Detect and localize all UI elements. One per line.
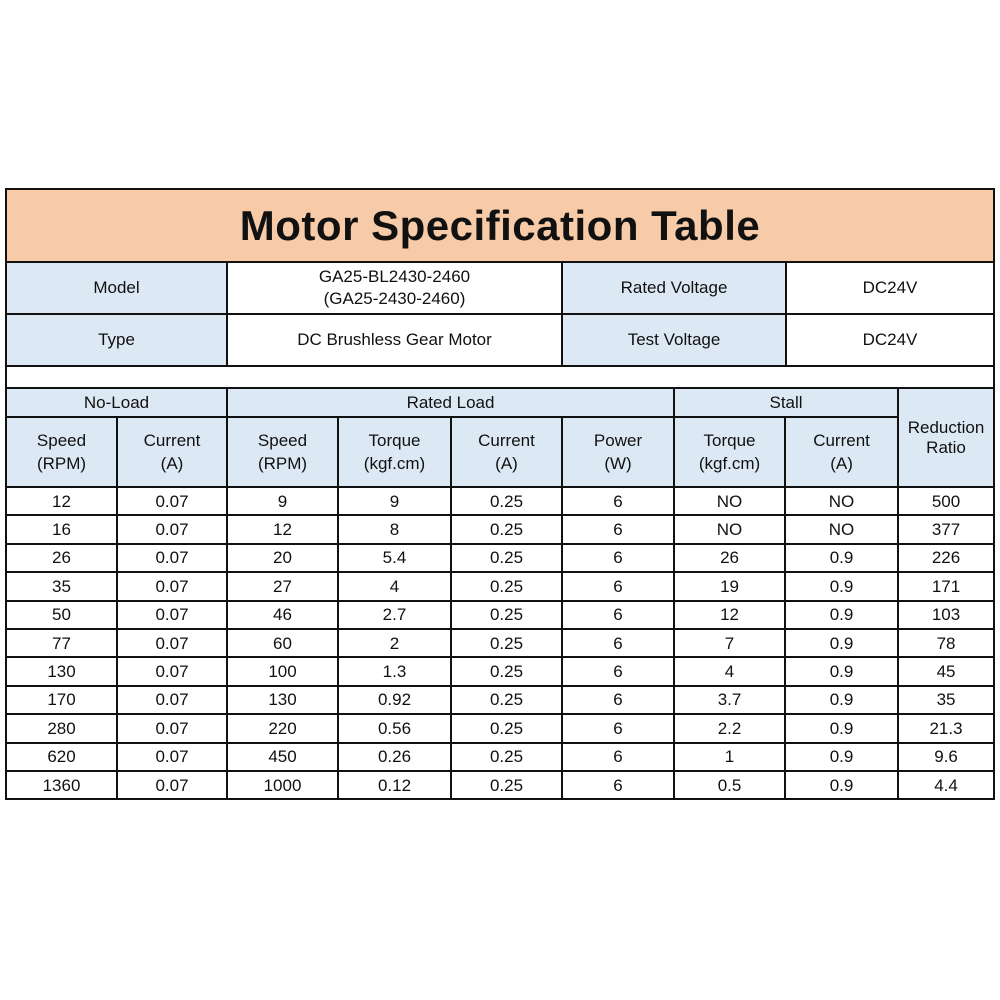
spec-cell: 0.25: [451, 572, 562, 600]
spec-cell: 6: [562, 743, 674, 771]
spec-cell: 100: [227, 657, 338, 685]
column-name: Speed: [36, 431, 87, 450]
table-row: [7, 314, 993, 366]
table-row: [7, 515, 993, 543]
spec-cell: 6: [562, 629, 674, 657]
table-row: [7, 629, 993, 657]
column-header-rated-torque: [338, 417, 451, 487]
motor-spec-document: [5, 188, 995, 800]
column-header-rated-power: [562, 417, 674, 487]
table-row: [7, 487, 993, 515]
spec-cell: 6: [562, 572, 674, 600]
type-label: Type: [7, 314, 227, 366]
column-unit: (kgf.cm): [698, 454, 761, 473]
spec-cell: 20: [227, 544, 338, 572]
spec-cell: 0.9: [785, 657, 898, 685]
spec-cell: 0.92: [338, 686, 451, 714]
spec-cell: 0.07: [117, 515, 227, 543]
spacer-row: [7, 367, 993, 387]
spec-cell: 4: [338, 572, 451, 600]
spec-cell: 1000: [227, 771, 338, 798]
test-voltage-value: DC24V: [786, 314, 993, 366]
spec-cell: 0.9: [785, 686, 898, 714]
spec-cell: 60: [227, 629, 338, 657]
spec-cell: 45: [898, 657, 993, 685]
table-row: [7, 743, 993, 771]
spec-cell: 6: [562, 601, 674, 629]
spec-cell: 0.07: [117, 657, 227, 685]
spec-cell: 1: [674, 743, 785, 771]
spec-cell: 0.07: [117, 572, 227, 600]
spec-cell: 0.25: [451, 629, 562, 657]
spec-cell: 4.4: [898, 771, 993, 798]
spec-cell: 0.9: [785, 714, 898, 742]
spec-cell: 21.3: [898, 714, 993, 742]
column-header-rated-current: [451, 417, 562, 487]
spec-cell: NO: [674, 487, 785, 515]
reduction-ratio-line2: Ratio: [926, 437, 966, 457]
spec-cell: 8: [338, 515, 451, 543]
column-unit: (kgf.cm): [363, 454, 426, 473]
column-name: Speed: [257, 431, 308, 450]
sub-header-row: [7, 417, 993, 487]
column-header-stall-current: [785, 417, 898, 487]
table-row: [7, 572, 993, 600]
rated-voltage-value: DC24V: [786, 263, 993, 314]
column-unit: (RPM): [257, 454, 308, 473]
spec-cell: 35: [898, 686, 993, 714]
spec-cell: 0.25: [451, 487, 562, 515]
table-row: [7, 544, 993, 572]
spec-cell: 7: [674, 629, 785, 657]
spec-cell: 0.07: [117, 544, 227, 572]
spec-cell: 0.07: [117, 487, 227, 515]
spec-cell: 0.9: [785, 629, 898, 657]
spec-cell: 35: [7, 572, 117, 600]
spec-cell: 50: [7, 601, 117, 629]
column-header-stall-torque: [674, 417, 785, 487]
spec-cell: 77: [7, 629, 117, 657]
column-header-rated-speed: [227, 417, 338, 487]
spec-cell: 6: [562, 657, 674, 685]
table-row: [7, 263, 993, 314]
spec-cell: NO: [674, 515, 785, 543]
spec-cell: 450: [227, 743, 338, 771]
spec-cell: 6: [562, 544, 674, 572]
spec-cell: 0.25: [451, 686, 562, 714]
spec-cell: 9: [227, 487, 338, 515]
column-name: Current: [478, 431, 535, 450]
table-row: [7, 657, 993, 685]
spec-cell: 6: [562, 515, 674, 543]
spec-cell: 500: [898, 487, 993, 515]
column-name: Torque: [368, 431, 421, 450]
spec-cell: 12: [7, 487, 117, 515]
spec-cell: 0.25: [451, 657, 562, 685]
model-value: [227, 263, 562, 314]
spec-cell: 0.07: [117, 771, 227, 798]
reduction-ratio-line1: Reduction: [907, 417, 985, 437]
spec-table: [7, 387, 993, 798]
model-value-line2: (GA25-2430-2460): [323, 289, 466, 308]
spec-cell: 0.25: [451, 714, 562, 742]
title-bar: [7, 190, 993, 263]
spec-cell: 2: [338, 629, 451, 657]
spec-cell: 0.07: [117, 743, 227, 771]
test-voltage-label: Test Voltage: [562, 314, 786, 366]
spec-cell: 171: [898, 572, 993, 600]
spec-cell: 377: [898, 515, 993, 543]
spec-cell: 170: [7, 686, 117, 714]
spec-cell: 2.2: [674, 714, 785, 742]
spec-cell: 2.7: [338, 601, 451, 629]
table-row: [7, 714, 993, 742]
spec-cell: 12: [227, 515, 338, 543]
spec-cell: 4: [674, 657, 785, 685]
rated-voltage-label: Rated Voltage: [562, 263, 786, 314]
column-header-reduction-ratio: [898, 388, 993, 487]
table-row: [7, 771, 993, 798]
spec-cell: 0.25: [451, 515, 562, 543]
spec-cell: 1360: [7, 771, 117, 798]
group-header-rated-load: Rated Load: [227, 388, 674, 417]
column-unit: (A): [160, 454, 184, 473]
spec-cell: 0.07: [117, 601, 227, 629]
spec-cell: 226: [898, 544, 993, 572]
table-row: [7, 686, 993, 714]
spec-cell: 9: [338, 487, 451, 515]
spec-cell: 220: [227, 714, 338, 742]
spec-cell: 0.25: [451, 601, 562, 629]
spec-cell: 0.9: [785, 601, 898, 629]
column-header-noload-current: [117, 417, 227, 487]
spec-cell: 26: [674, 544, 785, 572]
info-table: [7, 263, 993, 367]
group-header-no-load: No-Load: [7, 388, 227, 417]
spec-cell: 0.07: [117, 629, 227, 657]
spec-cell: 0.07: [117, 686, 227, 714]
column-unit: (A): [830, 454, 853, 473]
spec-cell: NO: [785, 515, 898, 543]
type-value: DC Brushless Gear Motor: [227, 314, 562, 366]
spec-cell: 6: [562, 771, 674, 798]
spec-cell: 6: [562, 686, 674, 714]
table-row: [7, 601, 993, 629]
spec-cell: NO: [785, 487, 898, 515]
spec-cell: 280: [7, 714, 117, 742]
column-unit: (A): [495, 454, 518, 473]
column-header-noload-speed: [7, 417, 117, 487]
spec-cell: 0.56: [338, 714, 451, 742]
spec-cell: 6: [562, 487, 674, 515]
spec-cell: 46: [227, 601, 338, 629]
spec-cell: 12: [674, 601, 785, 629]
spec-cell: 78: [898, 629, 993, 657]
spec-cell: 0.25: [451, 544, 562, 572]
spec-cell: 16: [7, 515, 117, 543]
spec-cell: 103: [898, 601, 993, 629]
spec-cell: 0.5: [674, 771, 785, 798]
spec-cell: 130: [7, 657, 117, 685]
spec-cell: 5.4: [338, 544, 451, 572]
column-unit: (RPM): [36, 454, 87, 473]
spec-cell: 0.9: [785, 743, 898, 771]
column-name: Current: [813, 431, 870, 450]
spec-cell: 0.26: [338, 743, 451, 771]
spec-cell: 0.12: [338, 771, 451, 798]
spec-cell: 3.7: [674, 686, 785, 714]
spec-cell: 620: [7, 743, 117, 771]
spec-cell: 0.07: [117, 714, 227, 742]
spec-cell: 130: [227, 686, 338, 714]
column-name: Power: [593, 431, 643, 450]
spec-cell: 9.6: [898, 743, 993, 771]
column-name: Current: [143, 431, 201, 450]
spec-cell: 0.9: [785, 771, 898, 798]
model-label: Model: [7, 263, 227, 314]
group-header-stall: Stall: [674, 388, 898, 417]
spec-cell: 0.25: [451, 743, 562, 771]
spec-cell: 0.25: [451, 771, 562, 798]
spec-cell: 27: [227, 572, 338, 600]
model-value-line1: GA25-BL2430-2460: [318, 267, 471, 286]
group-header-row: [7, 388, 993, 417]
column-unit: (W): [604, 454, 632, 473]
spec-cell: 0.9: [785, 544, 898, 572]
spec-cell: 6: [562, 714, 674, 742]
spec-cell: 26: [7, 544, 117, 572]
spec-cell: 0.9: [785, 572, 898, 600]
page-title: Motor Specification Table: [239, 201, 761, 249]
spec-cell: 19: [674, 572, 785, 600]
column-name: Torque: [703, 431, 756, 450]
spec-cell: 1.3: [338, 657, 451, 685]
